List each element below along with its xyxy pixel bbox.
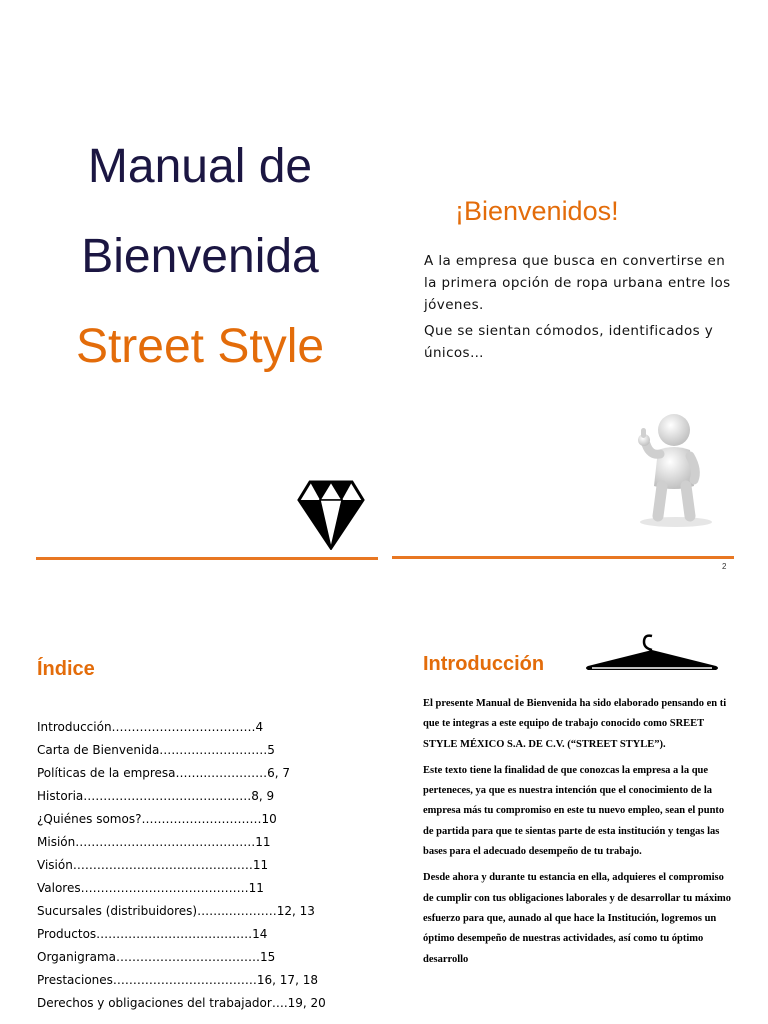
toc-item[interactable]: Productos…………………………………14 <box>37 927 268 941</box>
page-number: 2 <box>722 562 727 571</box>
introduction-text <box>423 694 731 976</box>
toc-item[interactable]: Misión………………………………………11 <box>37 835 271 849</box>
toc-item[interactable]: Derechos y obligaciones del trabajador….19, 20 <box>37 996 326 1010</box>
introduction-heading: Introducción <box>423 653 545 675</box>
toc-item[interactable]: Prestaciones………………………………16, 17, 18 <box>37 973 318 987</box>
toc-item[interactable]: Visión………………………………………11 <box>37 858 269 872</box>
cover-title-line1: Manual de <box>87 140 313 193</box>
toc-item[interactable]: ¿Quiénes somos?…………………………10 <box>37 812 277 826</box>
welcome-text <box>424 250 734 368</box>
thumbs-up-figure-icon <box>614 404 734 528</box>
company-name: Street Style <box>75 320 325 373</box>
welcome-paragraph-2: Que se sientan cómodos, identificados y únicos… <box>424 323 714 361</box>
diamond-logo-icon <box>296 474 366 550</box>
toc-item[interactable]: Sucursales (distribuidores)……..…………12, 13 <box>37 904 315 918</box>
table-of-contents <box>37 716 387 1015</box>
welcome-paragraph-1: A la empresa que busca en convertirse en la primera opción de ropa urbana entre los jóvenes. <box>424 253 731 313</box>
index-heading: Índice <box>37 658 95 680</box>
intro-paragraph-1: El presente Manual de Bienvenida ha sido elaborado pensando en ti que te integras a este equipo de trabajo conocido como SREET STYLE MÉXICO S.A. DE C.V. (“STREET STYLE”). <box>423 698 727 750</box>
toc-item[interactable]: Organigrama………………………………15 <box>37 950 276 964</box>
divider-right <box>392 556 734 559</box>
intro-paragraph-2: Este texto tiene la finalidad de que conozcas la empresa a la que perteneces, ya que es nuestra intención que el conocimiento de la empresa más tu compromiso en este tu nuevo empleo, sean el punto de partida para que te sientas parte de esta institución y tengas las bases para el adecuado desempeño de tu trabajo. <box>423 764 725 858</box>
divider-left <box>36 557 378 560</box>
clothes-hanger-icon <box>582 632 722 676</box>
toc-item[interactable]: Valores……………………………………11 <box>37 881 264 895</box>
toc-item[interactable]: Historia……………………………………8, 9 <box>37 789 275 803</box>
intro-paragraph-3: Desde ahora y durante tu estancia en ella, adquieres el compromiso de cumplir con tus obligaciones laborales y de desarrollar tu máximo esfuerzo para que, aunado al que hace la Institución, logremos un óptimo desempeño de nuestras actividades, así como tu óptimo desarrollo <box>423 872 732 965</box>
toc-item[interactable]: Introducción………………………………4 <box>37 720 264 734</box>
toc-item[interactable]: Políticas de la empresa……..……………6, 7 <box>37 766 291 780</box>
welcome-heading: ¡Bienvenidos! <box>455 196 619 226</box>
toc-item[interactable]: Carta de Bienvenida………………………5 <box>37 743 275 757</box>
cover-title-line2: Bienvenida <box>81 230 319 283</box>
